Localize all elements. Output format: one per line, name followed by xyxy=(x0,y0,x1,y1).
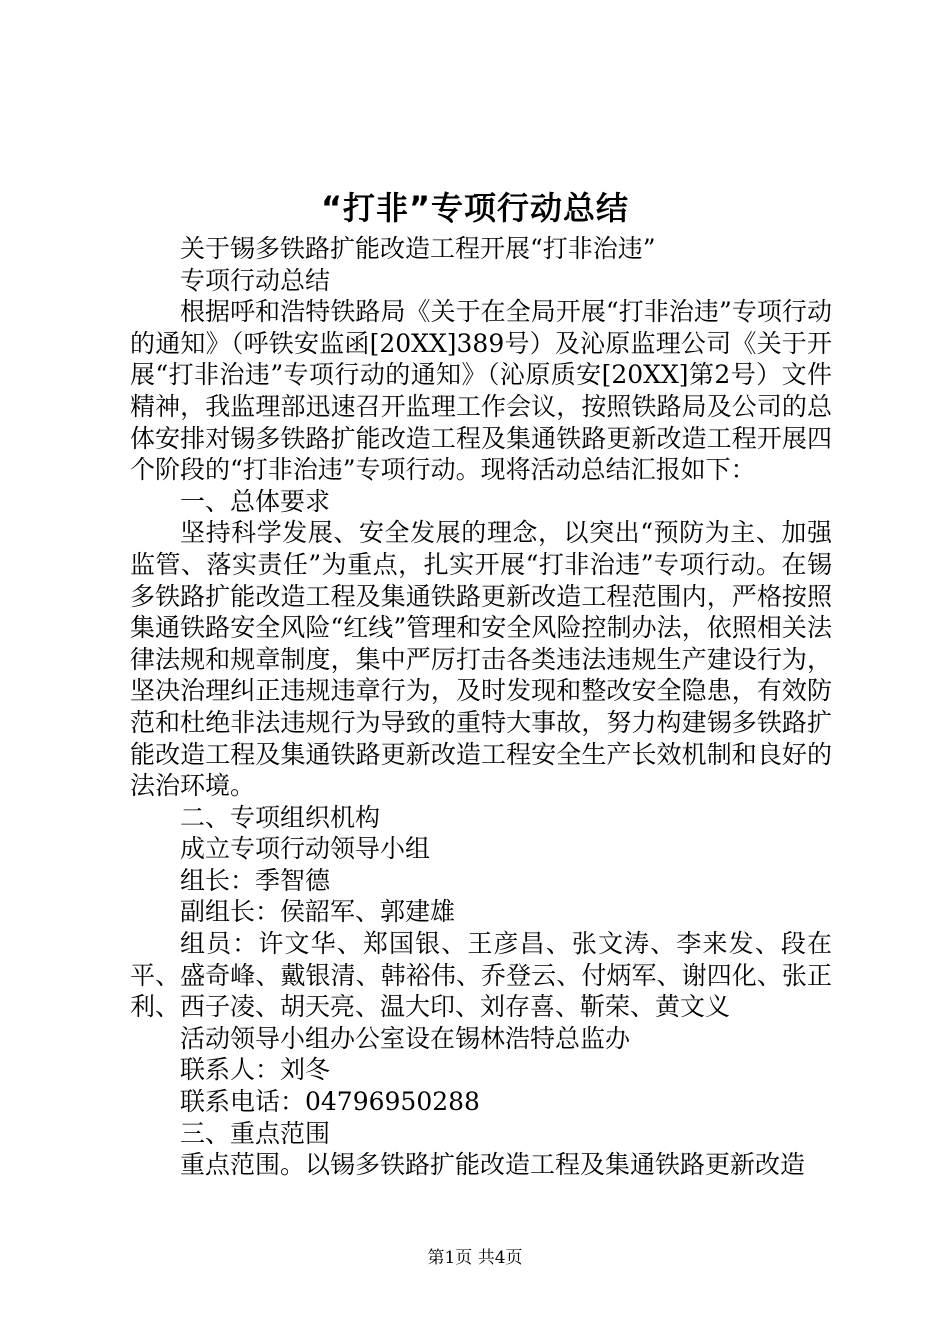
section-heading-1: 一、总体要求 xyxy=(180,486,331,516)
office-line: 活动领导小组办公室设在锡林浩特总监办 xyxy=(180,1023,631,1053)
intro-paragraph: 根据呼和浩特铁路局《关于在全局开展“打非治违”专项行动的通知》（呼铁安监函[20XX]389号）及沁原监理公司《关于开展“打非治违”专项行动的通知》（沁原质安[20XX]第2号）文件精神，我监理部迅速召开监理工作会议，按照铁路局及公司的总体安排对锡多铁路扩能改造工程及集通铁路更新改造工程开展四个阶段的“打非治违”专项行动。现将活动总结汇报如下： xyxy=(130,297,832,485)
subtitle-line-1: 关于锡多铁路扩能改造工程开展“打非治违” xyxy=(180,234,656,263)
group-established-line: 成立专项行动领导小组 xyxy=(180,834,431,864)
scope-paragraph: 重点范围。以锡多铁路扩能改造工程及集通铁路更新改造 xyxy=(180,1150,806,1180)
contact-phone-line: 联系电话：04796950288 xyxy=(180,1087,480,1117)
deputy-leader-line: 副组长：侯韶军、郭建雄 xyxy=(180,897,456,927)
group-leader-line: 组长：季智德 xyxy=(180,865,331,895)
section-heading-2: 二、专项组织机构 xyxy=(180,802,381,832)
contact-person-line: 联系人：刘冬 xyxy=(180,1055,331,1085)
members-paragraph: 组员：许文华、郑国银、王彦昌、张文涛、李来发、段在平、盛奇峰、戴银清、韩裕伟、乔登云、付炳军、谢四化、张正利、西子凌、胡天亮、温大印、刘存喜、靳荣、黄文义 xyxy=(130,929,832,1022)
subtitle-line-2: 专项行动总结 xyxy=(180,265,331,295)
page-footer: 第1页 共4页 xyxy=(427,1248,523,1268)
document-body xyxy=(130,233,832,1181)
section-heading-3: 三、重点范围 xyxy=(180,1118,331,1148)
document-title: “打非”专项行动总结 xyxy=(320,189,630,227)
requirements-paragraph: 坚持科学发展、安全发展的理念，以突出“预防为主、加强监管、落实责任”为重点，扎实开展“打非治违”专项行动。在锡多铁路扩能改造工程及集通铁路更新改造工程范围内，严格按照集通铁路安全风险“红线”管理和安全风险控制办法，依照相关法律法规和规章制度，集中严厉打击各类违法违规生产建设行为，坚决治理纠正违规违章行为，及时发现和整改安全隐患，有效防范和杜绝非法违规行为导致的重特大事故，努力构建锡多铁路扩能改造工程及集通铁路更新改造工程安全生产长效机制和良好的法治环境。 xyxy=(130,518,832,801)
